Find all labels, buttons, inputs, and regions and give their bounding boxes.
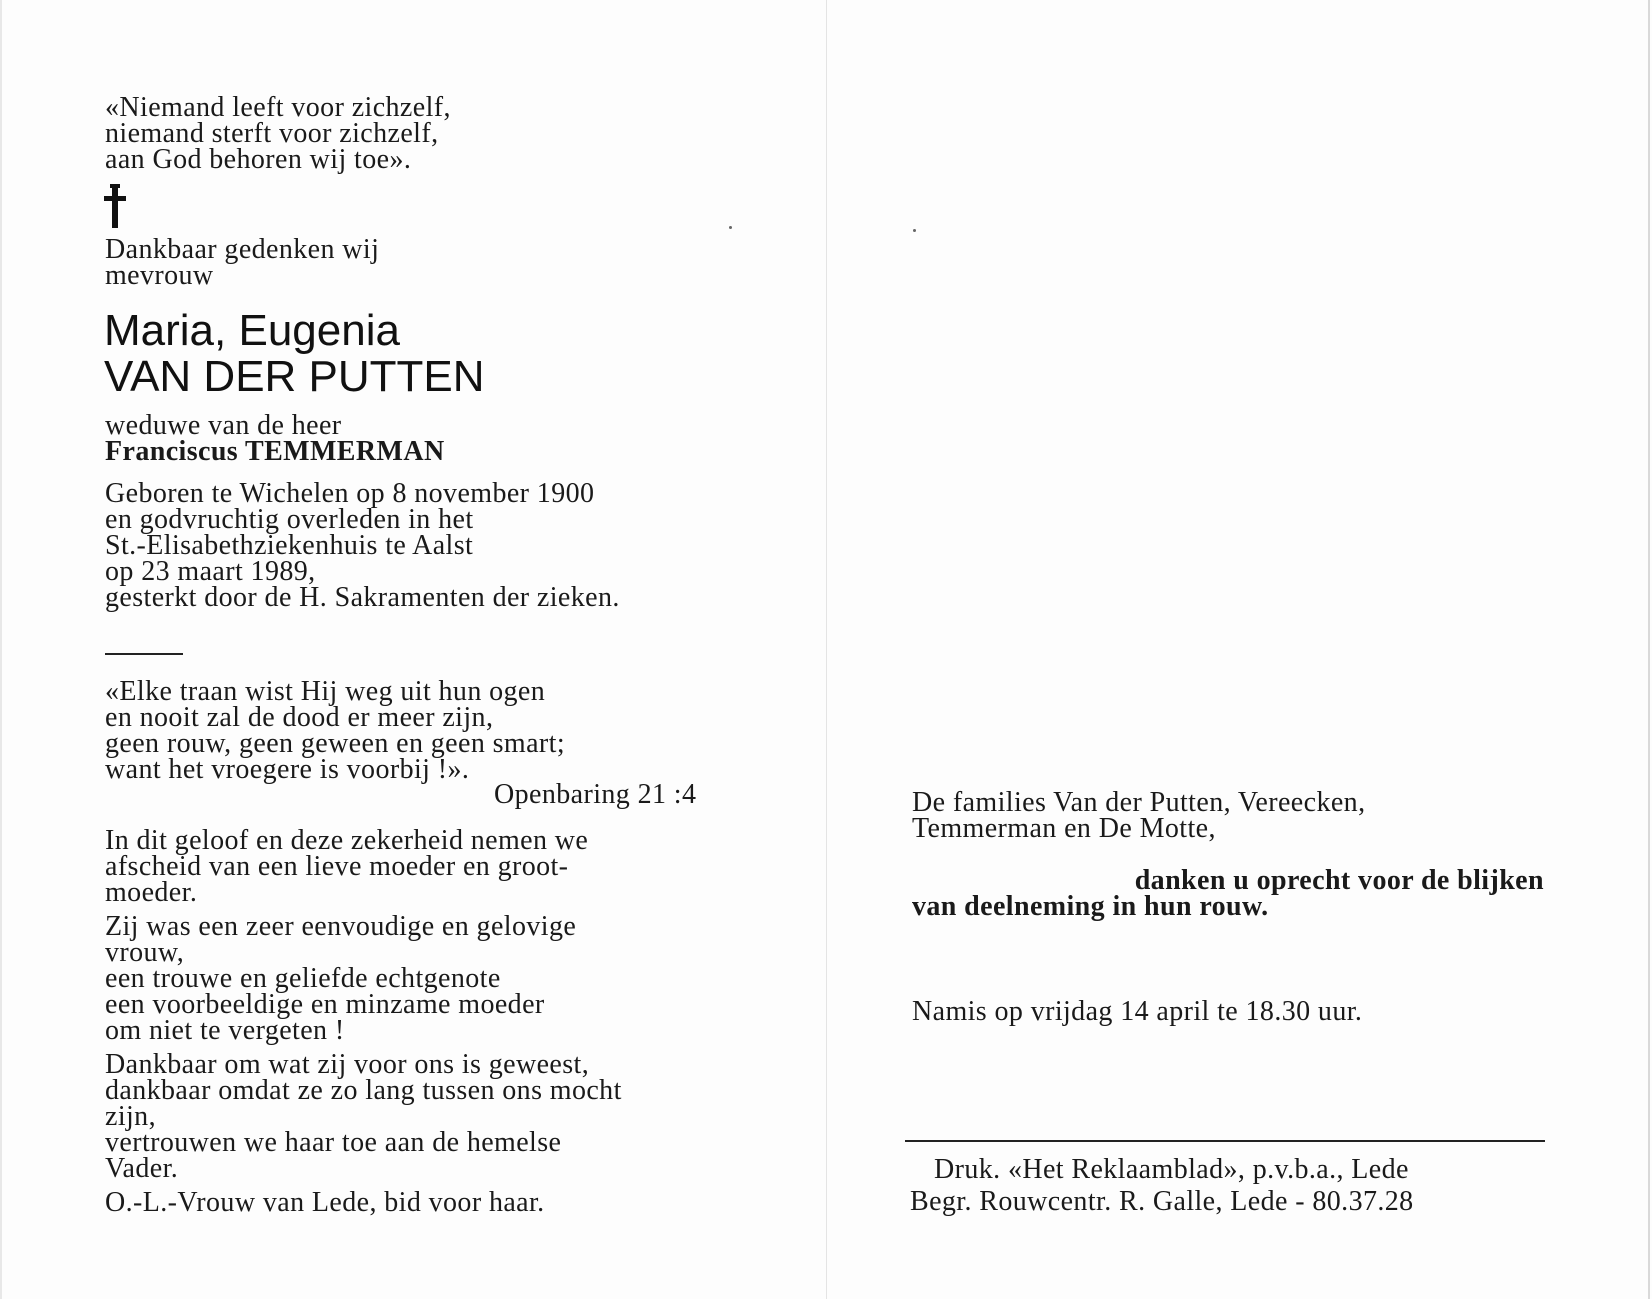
printer-info: [910, 1154, 1544, 1217]
intro-line: mevrouw: [105, 260, 214, 291]
intro-line: Dankbaar gedenken wij: [105, 234, 380, 265]
info-line: St.-Elisabethziekenhuis te Aalst: [105, 530, 474, 561]
motto-line: «Niemand leeft voor zichzelf,: [105, 92, 451, 123]
scripture-reference: Openbaring 21 :4: [494, 779, 697, 810]
paragraph-line: In dit geloof en deze zekerheid nemen we: [105, 825, 589, 856]
paragraph-line: Zij was een zeer eenvoudige en gelovige: [105, 911, 577, 942]
separator: [905, 1140, 1545, 1142]
families-line: Temmerman en De Motte,: [912, 813, 1216, 844]
first-names: Maria, Eugenia: [104, 306, 400, 355]
motto: [105, 92, 525, 175]
paragraph-line: Vader.: [105, 1153, 179, 1184]
paragraph-line: dankbaar omdat ze zo lang tussen ons mocht: [105, 1075, 622, 1106]
printer-line: Druk. «Het Reklaamblad», p.v.b.a., Lede: [934, 1154, 1409, 1185]
families-line: De families Van der Putten, Vereecken,: [912, 787, 1366, 818]
paragraph-line: afscheid van een lieve moeder en groot-: [105, 851, 569, 882]
prayer-line: O.-L.-Vrouw van Lede, bid voor haar.: [105, 1187, 545, 1218]
scripture-line: want het vroegere is voorbij !».: [105, 754, 470, 785]
motto-line: aan God behoren wij toe».: [105, 144, 412, 175]
motto-line: niemand sterft voor zichzelf,: [105, 118, 439, 149]
paragraph-3: [105, 1049, 733, 1184]
card-edge: [1648, 0, 1650, 1299]
printer-line: Begr. Rouwcentr. R. Galle, Lede - 80.37.28: [910, 1186, 1414, 1217]
surname: VAN DER PUTTEN: [104, 352, 485, 401]
paragraph-line: Dankbaar om wat zij voor ons is geweest,: [105, 1049, 590, 1080]
paragraph-line: om niet te vergeten !: [105, 1015, 345, 1046]
info-line: gesterkt door de H. Sakramenten der zieken.: [105, 582, 620, 613]
cross-icon: [100, 184, 130, 230]
husband-name: Franciscus TEMMERMAN: [105, 436, 445, 467]
info-line: op 23 maart 1989,: [105, 556, 316, 587]
paragraph-line: zijn,: [105, 1101, 156, 1132]
paragraph-line: vrouw,: [105, 937, 185, 968]
widow-info: [105, 410, 445, 467]
namis-announcement: Namis op vrijdag 14 april te 18.30 uur.: [912, 996, 1363, 1027]
intro: [105, 234, 380, 291]
scripture-line: geen rouw, geen geween en geen smart;: [105, 728, 566, 759]
widow-line: weduwe van de heer: [105, 410, 342, 441]
birth-death-info: [105, 478, 735, 613]
card-edge: [0, 0, 2, 1299]
deceased-name: [104, 307, 485, 401]
thanks: [912, 865, 1544, 922]
scripture: [105, 676, 566, 785]
fold-line: [826, 0, 827, 1299]
speck: [729, 226, 732, 229]
thanks-line: danken u oprecht voor de blijken: [1134, 865, 1544, 896]
info-line: Geboren te Wichelen op 8 november 1900: [105, 478, 595, 509]
paragraph-2: [105, 911, 733, 1046]
paragraph-line: een trouwe en geliefde echtgenote: [105, 963, 501, 994]
paragraph-line: een voorbeeldige en minzame moeder: [105, 989, 545, 1020]
paragraph-line: moeder.: [105, 877, 198, 908]
scripture-line: «Elke traan wist Hij weg uit hun ogen: [105, 676, 546, 707]
paragraph-line: vertrouwen we haar toe aan de hemelse: [105, 1127, 562, 1158]
separator: [105, 653, 183, 655]
scripture-line: en nooit zal de dood er meer zijn,: [105, 702, 494, 733]
speck: [913, 229, 916, 232]
thanks-line: van deelneming in hun rouw.: [912, 891, 1269, 922]
info-line: en godvruchtig overleden in het: [105, 504, 474, 535]
families: [912, 787, 1366, 844]
paragraph-1: [105, 825, 733, 908]
